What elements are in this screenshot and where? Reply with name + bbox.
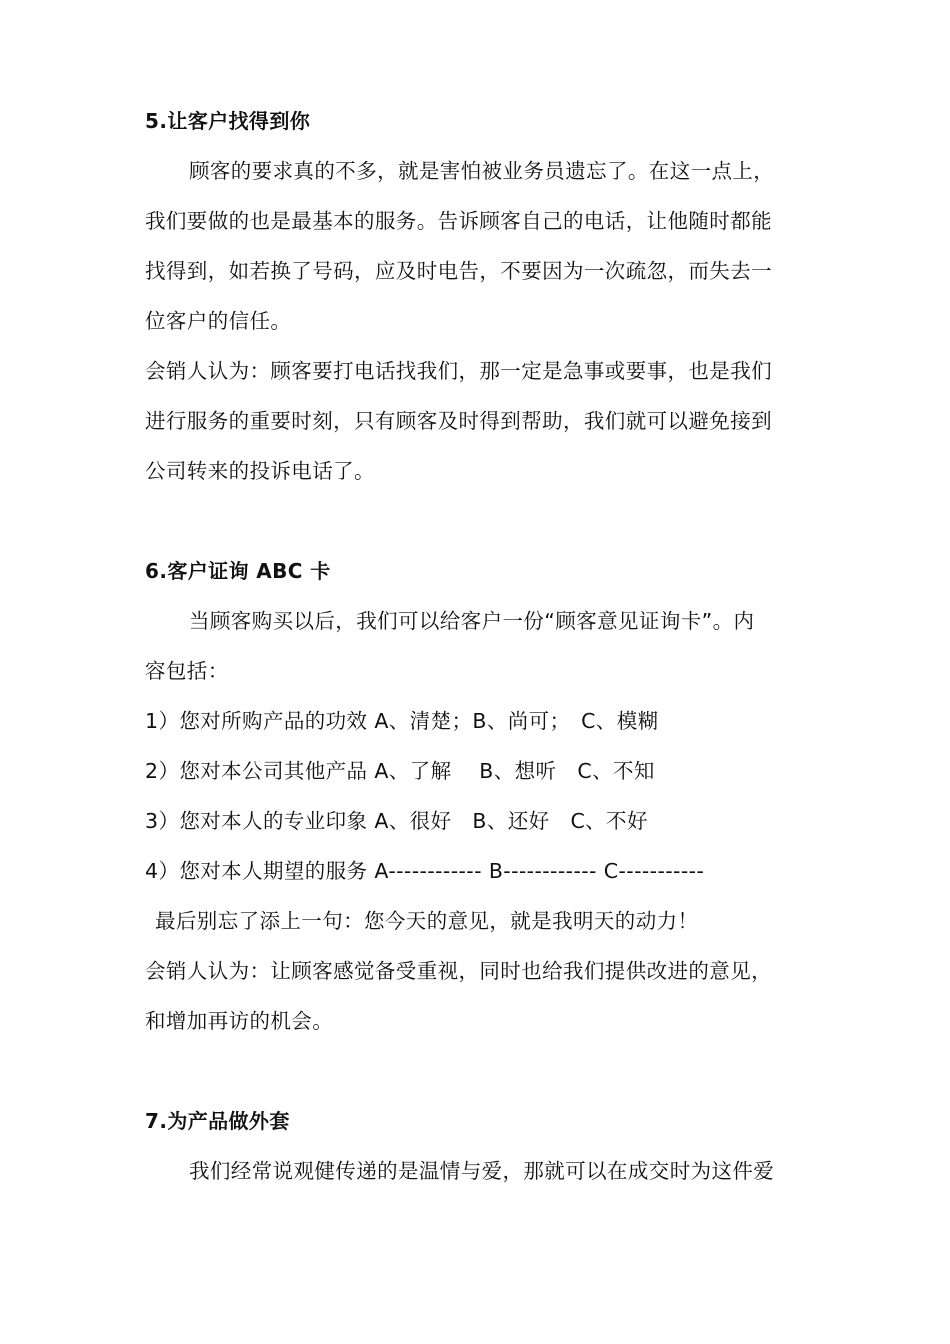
section-5-paragraph-line: 顾客的要求真的不多，就是害怕被业务员遗忘了。在这一点上， [189,159,775,183]
section-5-paragraph-line: 我们要做的也是最基本的服务。告诉顾客自己的电话，让他随时都能 [145,209,772,233]
section-6-comment-line: 会销人认为：让顾客感觉备受重视，同时也给我们提供改进的意见， [145,959,772,983]
section-6-closing-line: 最后别忘了添上一句：您今天的意见，就是我明天的动力！ [155,909,699,933]
section-6-list-item: 4）您对本人期望的服务 A------------ B------------ C----------- [145,859,705,883]
section-6-paragraph-line: 容包括： [145,659,229,683]
section-5-comment-line: 进行服务的重要时刻，只有顾客及时得到帮助，我们就可以避免接到 [145,409,772,433]
section-6-list-item: 3）您对本人的专业印象 A、很好 B、还好 C、不好 [145,809,648,833]
section-6-comment-line: 和增加再访的机会。 [145,1009,334,1033]
section-6-heading: 6.客户证询 ABC 卡 [145,559,331,583]
section-5-comment-line: 会销人认为：顾客要打电话找我们，那一定是急事或要事，也是我们 [145,359,772,383]
section-5-comment-line: 公司转来的投诉电话了。 [145,459,375,483]
section-6-list-item: 2）您对本公司其他产品 A、了解 B、想听 C、不知 [145,759,655,783]
section-5-paragraph-line: 找得到，如若换了号码，应及时电告，不要因为一次疏忽，而失去一 [145,259,772,283]
section-7-paragraph-line: 我们经常说观健传递的是温情与爱，那就可以在成交时为这件爱 [189,1159,775,1183]
section-7-heading: 7.为产品做外套 [145,1109,290,1133]
section-6-paragraph-line: 当顾客购买以后，我们可以给客户一份“顾客意见证询卡”。内 [189,609,755,633]
section-5-paragraph-line: 位客户的信任。 [145,309,292,333]
section-5-heading: 5.让客户找得到你 [145,109,311,133]
section-6-list-item: 1）您对所购产品的功效 A、清楚；B、尚可； C、模糊 [145,709,659,733]
